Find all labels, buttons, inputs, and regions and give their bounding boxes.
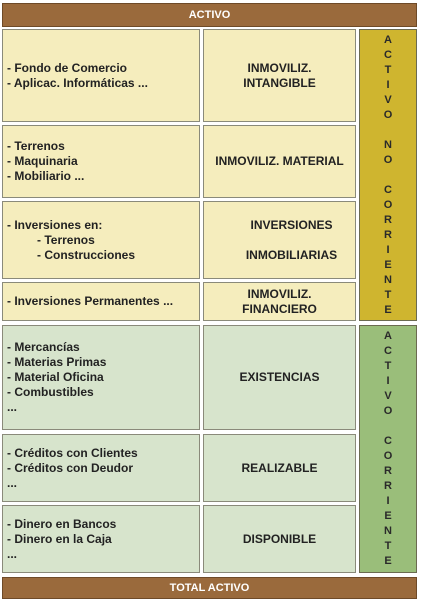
items-box-material [2,125,200,198]
side-label-activo-no-corriente: A C T I V O N O C O R R I E N T E [359,29,417,321]
category-label: EXISTENCIAS [239,370,320,384]
category-inmobiliarias [203,201,356,279]
list-item: ... [7,475,18,490]
category-material [203,125,356,198]
category-existencias [203,325,356,430]
category-intangible [203,29,356,122]
list-item: - Créditos con Clientes [7,445,138,460]
list-item: ... [7,546,18,561]
list-item: ... [7,400,18,414]
list-item: - Mercancías [7,340,80,354]
list-item: - Mobiliario ... [7,169,85,183]
items-box-realizable [2,434,200,502]
category-label: INMOVILIZ. MATERIAL [215,154,344,168]
list-item: - Material Oficina [7,370,104,384]
items-box-inmobiliarias [2,201,200,279]
list-item: - Inversiones Permanentes ... [7,294,174,308]
category-label: REALIZABLE [241,460,318,475]
list-item: - Terrenos [37,232,95,247]
items-box-existencias [2,325,200,430]
category-realizable [203,434,356,502]
list-item: - Dinero en la Caja [7,531,112,546]
category-label: INMOBILIARIAS [245,247,338,262]
items-box-financiero [2,282,200,321]
footer-bar [2,577,417,599]
list-item: - Créditos con Deudor [7,460,134,475]
list-item: - Materias Primas [7,355,107,369]
category-disponible [203,505,356,573]
list-item: - Dinero en Bancos [7,516,117,531]
category-financiero [203,282,356,321]
category-label: DISPONIBLE [242,531,317,546]
category-label: FINANCIERO [242,301,317,316]
footer-title: TOTAL ACTIVO [169,582,250,594]
category-label: INMOVILIZ. [247,60,312,75]
items-box-disponible [2,505,200,573]
header-title: ACTIVO [188,9,231,21]
list-item: - Aplicac. Informáticas ... [7,75,148,90]
items-box-intangible [2,29,200,122]
list-item: - Fondo de Comercio [7,60,127,75]
category-label: INTANGIBLE [243,75,316,90]
list-item: - Maquinaria [7,154,78,168]
side-label-activo-corriente: A C T I V O C O R R I E N T E [359,325,417,573]
header-bar [2,3,417,27]
category-label: INMOVILIZ. [247,286,312,301]
list-item: - Inversiones en: [7,217,103,232]
list-item: - Construcciones [37,247,136,262]
category-label: INVERSIONES [250,217,333,232]
list-item: - Terrenos [7,139,65,153]
list-item: - Combustibles [7,385,94,399]
